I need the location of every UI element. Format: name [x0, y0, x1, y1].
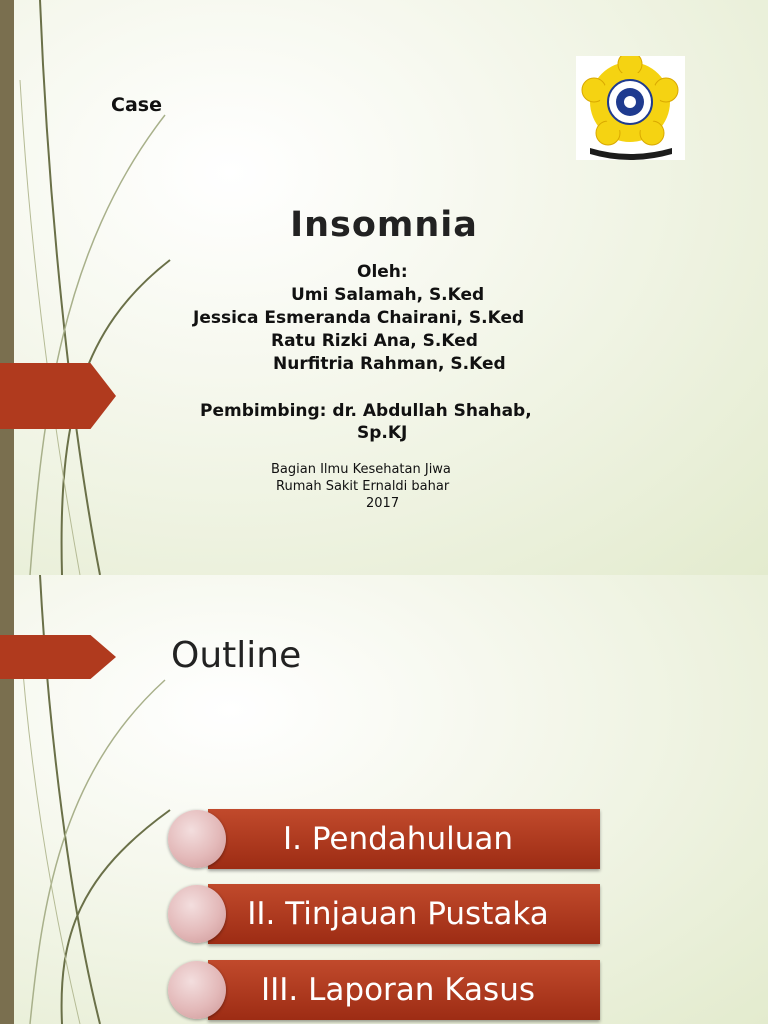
slide-title: Insomnia	[290, 205, 478, 245]
outline-item-bar	[208, 960, 600, 1020]
author-name: Umi Salamah, S.Ked	[291, 285, 485, 305]
outline-bullet-circle	[168, 810, 226, 868]
hospital-text: Rumah Sakit Ernaldi bahar	[276, 479, 450, 494]
outline-item-bar	[208, 884, 600, 944]
outline-item[interactable]	[168, 960, 600, 1020]
outline-bullet-circle	[168, 885, 226, 943]
year-text: 2017	[366, 496, 400, 511]
case-label: Case	[111, 94, 162, 116]
outline-item-label: I. Pendahuluan	[282, 821, 514, 857]
university-logo-icon	[576, 56, 685, 160]
outline-bullet-circle	[168, 961, 226, 1019]
supervisor-line: Pembimbing: dr. Abdullah Shahab,	[200, 401, 532, 421]
outline-item-bar	[208, 809, 600, 869]
author-name: Ratu Rizki Ana, S.Ked	[271, 331, 478, 351]
outline-item-label: II. Tinjauan Pustaka	[247, 896, 549, 932]
author-name: Jessica Esmeranda Chairani, S.Ked	[193, 308, 525, 328]
oleh-label: Oleh:	[357, 262, 408, 282]
outline-item-label: III. Laporan Kasus	[260, 972, 536, 1008]
outline-item[interactable]	[168, 884, 600, 944]
author-name: Nurfitria Rahman, S.Ked	[273, 354, 506, 374]
slide-title: Outline	[171, 635, 302, 676]
outline-slide	[0, 575, 768, 1024]
supervisor-line: Sp.KJ	[357, 423, 408, 443]
decorative-lines	[0, 0, 180, 575]
outline-item[interactable]	[168, 809, 600, 869]
department-text: Bagian Ilmu Kesehatan Jiwa	[271, 462, 451, 477]
